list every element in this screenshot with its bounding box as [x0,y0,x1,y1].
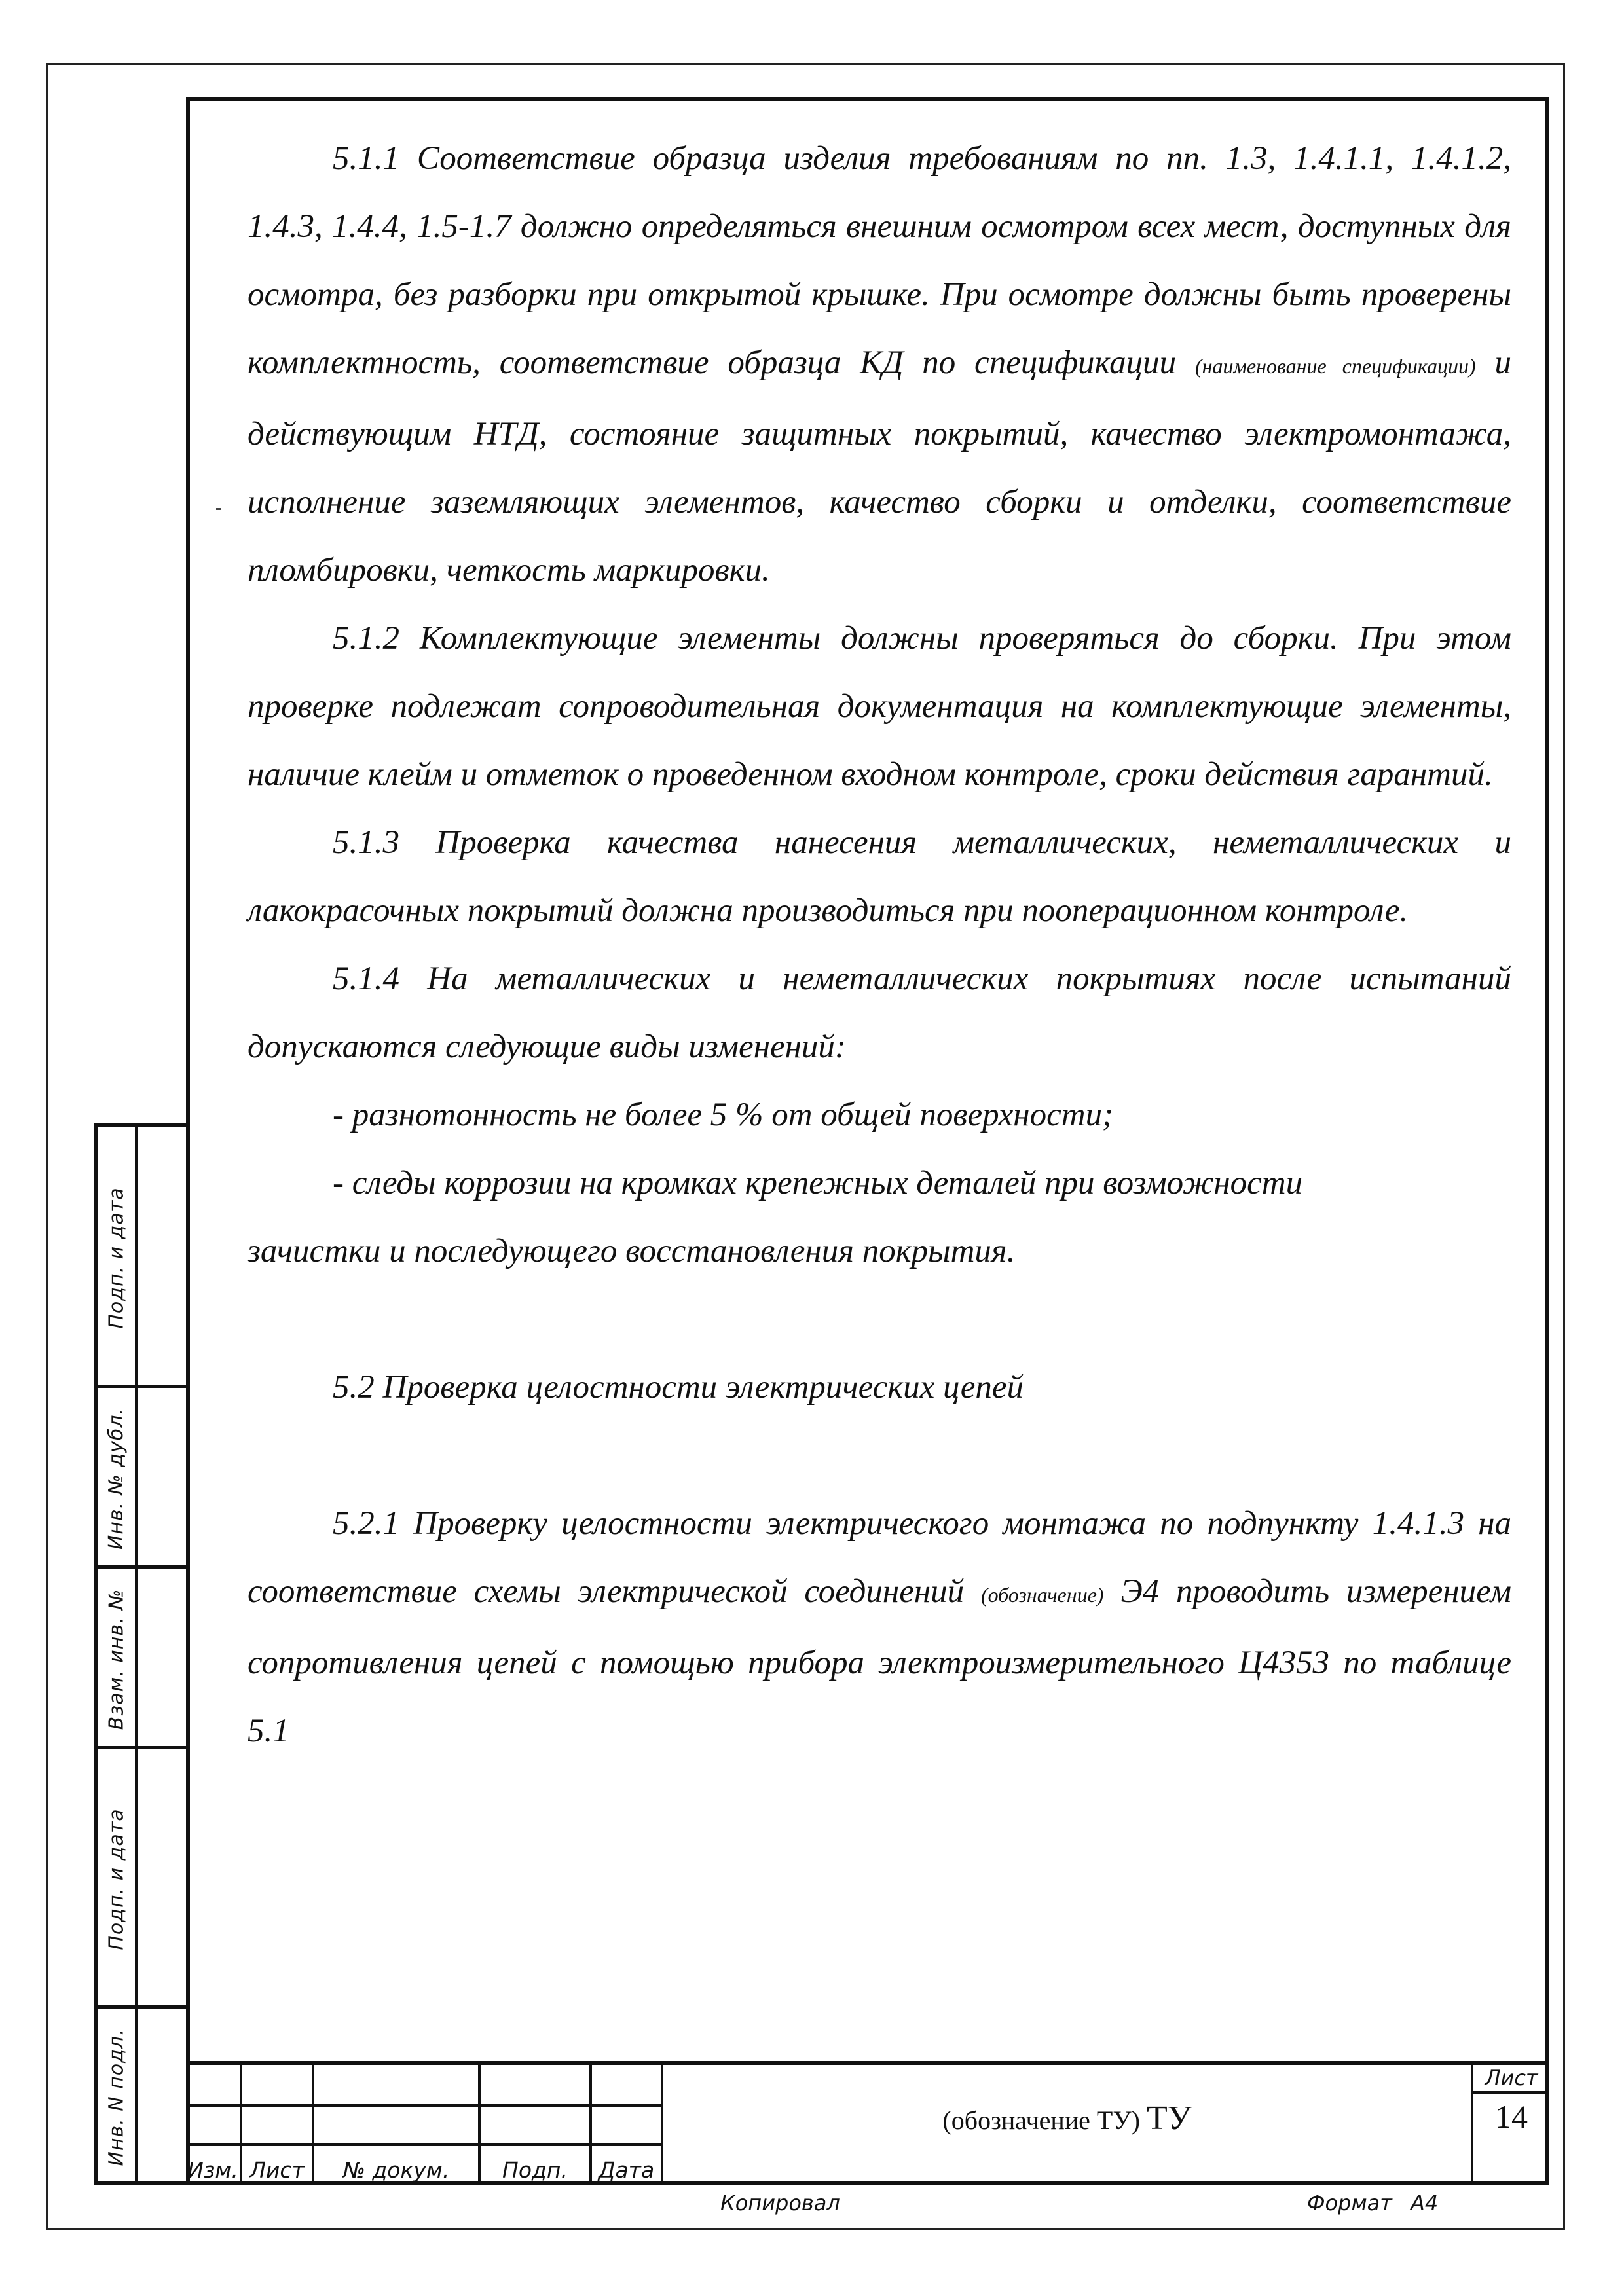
revision-grid [186,2065,661,2185]
scan-mark [216,508,221,510]
designation-area [663,2065,1549,2185]
sheet-number: 14 [1495,2098,1528,2135]
specification-placeholder: (наименование спецификации) [1194,354,1476,378]
sheet-label: Лист [1473,2065,1549,2094]
designation-placeholder: (обозначение) [980,1583,1104,1607]
sidebar-cell-dup-inv: Инв. № дубл. [98,1388,186,1569]
footer-copied-label: Копировал [720,2191,840,2215]
column-label-date: Дата [598,2157,655,2183]
paragraph-5-1-4: 5.1.4 На металлических и неметаллических покрытиях после испытаний допускаются следующие виды изменений: [248,960,1511,1065]
sheet-box [1471,2065,1549,2185]
paragraph-5-1-3: 5.1.3 Проверка качества нанесения металлических, неметаллических и лакокрасочных покрытий должна производиться при пооперационном контроле. [248,824,1511,929]
list-item-color-variation: - разнотонность не более 5 % от общей поверхности; [333,1097,1114,1133]
footer-format-label: Формат А4 [1307,2191,1439,2215]
sidebar-cell-orig-inv: Инв. N подл. [105,2028,128,2166]
list-item-corrosion: - следы коррозии на кромках крепежных деталей при возможности [333,1165,1303,1201]
sidebar-cell-sign-date-bottom: Подп. и дата [98,1749,186,2009]
column-label-sheet: Лист [249,2157,304,2183]
paragraph-5-2-1: 5.2.1 Проверку целостности электрического монтажа по подпункту 1.4.1.3 на соответствие схемы электрической соединений (обозначение) Э4 проводить измерением сопротивления цепей с помощью прибора электроизмерительного Ц4353 по таблице 5.1 [248,1505,1512,1749]
sidebar-cell-sign-date-top: Подп. и дата [98,1127,186,1388]
column-label-doc-number: № докум. [342,2157,450,2183]
list-item-corrosion-continued: зачистки и последующего восстановления покрытия. [248,1233,1016,1269]
column-label-change: Изм. [187,2157,238,2183]
document-body [248,124,1511,1765]
sidebar-cell-replace-inv: Взам. инв. № [98,1569,186,1749]
section-heading-5-2: 5.2 Проверка целостности электрических цепей [333,1369,1024,1406]
document-designation: (обозначение ТУ) ТУ [942,2100,1192,2137]
paragraph-5-1-1: 5.1.1 Соответствие образца изделия требованиям по пп. 1.3, 1.4.1.1, 1.4.1.2, 1.4.3, 1.4.4, 1.5-1.7 должно определяться внешним осмотром всех мест, доступных для осмотра, без разборки при открытой крышке. При осмотре должны быть проверены комплектность, соответствие образца КД по спецификации (наименование спецификации) и действующим НТД, состояние защитных покрытий, качество электромонтажа, исполнение заземляющих элементов, качество сборки и отделки, соответствие пломбировки, четкость маркировки. [248,140,1512,589]
paragraph-5-1-2: 5.1.2 Комплектующие элементы должны проверяться до сборки. При этом проверке подлежат сопроводительная документация на комплектующие элементы, наличие клейм и отметок о проведенном входном контроле, сроки действия гарантий. [248,620,1511,793]
column-label-signature: Подп. [502,2157,568,2183]
approval-sidebar [94,1123,186,2185]
title-block [186,2061,1549,2185]
